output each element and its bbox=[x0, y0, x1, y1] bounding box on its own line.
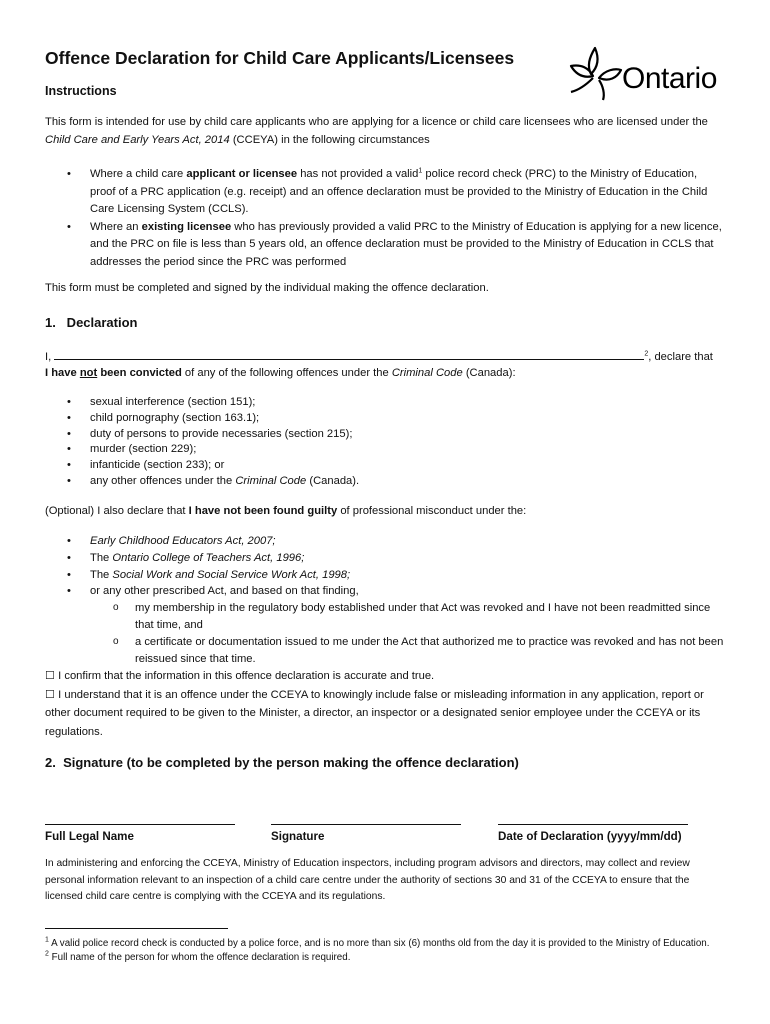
intro-paragraph: This form is intended for use by child care applicants who are applying for a licence or child care licensees who are licensed under the Child Care and Early Years Act, 2014 (CCEYA) in the following circumstances bbox=[45, 116, 708, 146]
sub-list-item: o my membership in the regulatory body established under that Act was revoked and I have not been readmitted since that time, and bbox=[45, 600, 725, 634]
ontario-wordmark: Ontario bbox=[622, 62, 717, 95]
list-item: • child pornography (section 163.1); bbox=[45, 411, 725, 427]
completion-note: This form must be completed and signed by the individual making the offence declaration. bbox=[45, 282, 489, 294]
list-item: • Where an existing licensee who has previously provided a valid PRC to the Ministry of Education is applying for a new licence, and the PRC on file is less than 5 years old, an offence declaration must be provided to the Ministry of Education in CCLS that addresses the period since the PRC was performed bbox=[45, 219, 725, 272]
checkbox-icon[interactable]: ☐ bbox=[45, 688, 56, 701]
list-item: • sexual interference (section 151); bbox=[45, 395, 725, 411]
footnote-divider bbox=[45, 928, 228, 929]
confirm-accurate-check[interactable]: ☐ I confirm that the information in this offence declaration is accurate and true. bbox=[45, 670, 435, 682]
list-item: • Early Childhood Educators Act, 2007; bbox=[45, 533, 725, 550]
instructions-heading: Instructions bbox=[45, 84, 117, 98]
confirm-offence-check[interactable]: ☐ I understand that it is an offence under the CCEYA to knowingly include false or misleading information in any application, report or other document required to be given to the Minister, a director, an inspector or a designated senior employee under the CCEYA or its regulations. bbox=[45, 688, 704, 738]
declaration-statement: I, $^2$, declare that I have not been convicted of any of the following offences under the Criminal Code (Canada): bbox=[45, 348, 725, 381]
list-item: • duty of persons to provide necessaries (section 215); bbox=[45, 427, 725, 443]
footnote-2: $^2$ Full name of the person for whom the offence declaration is required. bbox=[45, 950, 351, 963]
full-name-field[interactable] bbox=[45, 812, 235, 843]
footnote-1: $^1$ A valid police record check is conducted by a police force, and is no more than six (6) months old from the day it is provided to the Ministry of Education. bbox=[45, 936, 710, 949]
list-item: • any other offences under the Criminal Code (Canada). bbox=[45, 474, 725, 490]
date-label: Date of Declaration (yyyy/mm/dd) bbox=[498, 830, 682, 843]
list-item: • The Social Work and Social Service Work Act, 1998; bbox=[45, 567, 725, 584]
admin-notice: In administering and enforcing the CCEYA, Ministry of Education inspectors, including program advisors and directors, may collect and review personal information relevant to an inspection of a child care centre under the authority of sections 30 and 31 of the CCEYA to ensure that the licensed child care centre is complying with the CCEYA and its regulations. bbox=[45, 858, 690, 902]
list-item: • The Ontario College of Teachers Act, 1996; bbox=[45, 550, 725, 567]
trillium-icon bbox=[565, 44, 625, 104]
checkbox-icon[interactable]: ☐ bbox=[45, 670, 56, 682]
optional-declaration: (Optional) I also declare that I have not been found guilty of professional misconduct under the: bbox=[45, 505, 527, 517]
signature-field[interactable] bbox=[271, 812, 461, 843]
list-item: • infanticide (section 233); or bbox=[45, 458, 725, 474]
section-2-heading: 2. Signature (to be completed by the person making the offence declaration) bbox=[45, 755, 519, 770]
acts-list bbox=[45, 533, 725, 667]
confirmation-checks bbox=[45, 667, 725, 741]
name-blank-field[interactable] bbox=[54, 348, 644, 360]
section-1-heading: 1. Declaration bbox=[45, 315, 138, 330]
signature-row bbox=[45, 812, 725, 852]
ontario-logo bbox=[565, 44, 730, 104]
page-title: Offence Declaration for Child Care Applicants/Licensees bbox=[45, 48, 515, 68]
signature-label: Signature bbox=[271, 830, 325, 843]
sub-list-item: o a certificate or documentation issued to me under the Act that authorized me to practice was revoked and has not been reissued since that time. bbox=[45, 634, 725, 668]
footnotes bbox=[45, 937, 725, 964]
full-name-label: Full Legal Name bbox=[45, 830, 134, 843]
list-item: • murder (section 229); bbox=[45, 442, 725, 458]
circumstances-list bbox=[45, 166, 725, 271]
list-item: • or any other prescribed Act, and based on that finding, bbox=[45, 583, 725, 600]
date-field[interactable] bbox=[498, 812, 688, 843]
list-item: • Where a child care applicant or licensee has not provided a valid$^1$ police record check (PRC) to the Ministry of Education, proof of a PRC application (e.g. receipt) and an offence declaration must be provided to the Ministry of Education in the Child Care Licensing System (CCLS). bbox=[45, 166, 725, 219]
offences-list bbox=[45, 395, 725, 490]
